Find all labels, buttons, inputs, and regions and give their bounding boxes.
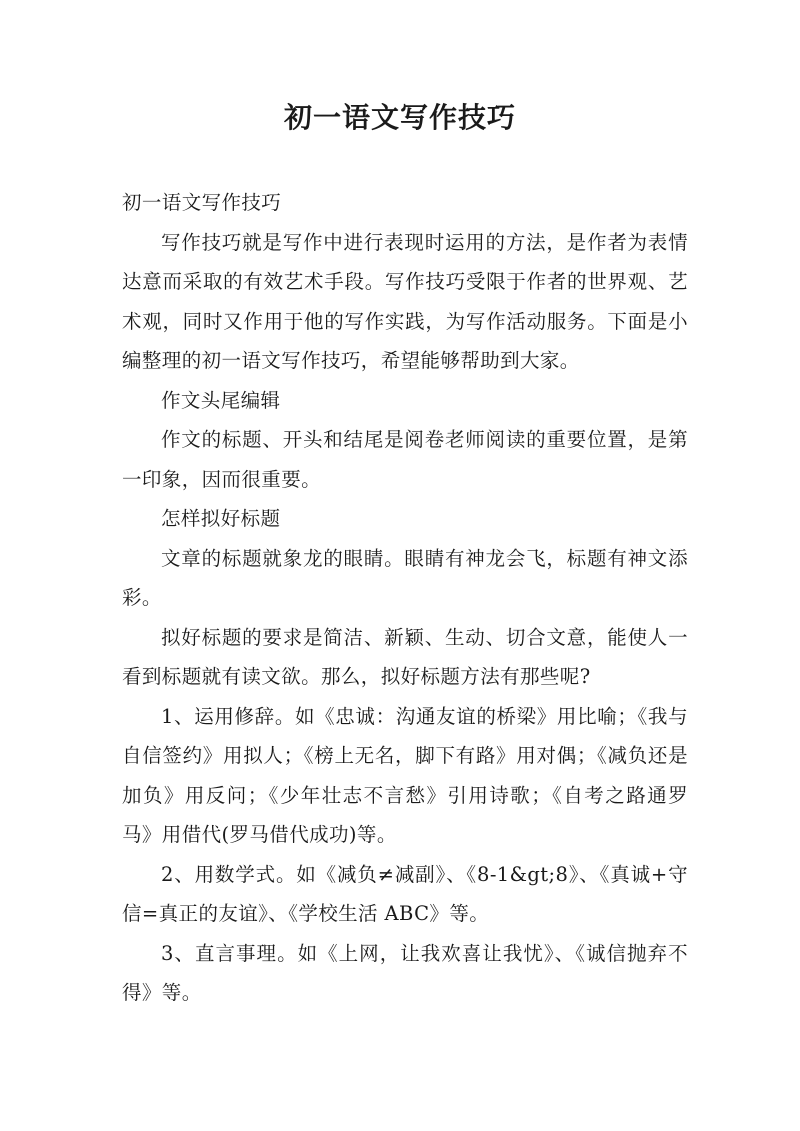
section-heading: 怎样拟好标题 bbox=[161, 507, 281, 530]
document-body bbox=[122, 183, 688, 1013]
list-item: 3、直言事理。如《上网，让我欢喜让我忧》、《诚信抛弃不得》等。 bbox=[122, 941, 688, 1004]
paragraph: 拟好标题的要求是简洁、新颖、生动、切合文意，能使人一看到标题就有读文欲。那么，拟好标题方法有那些呢? bbox=[122, 625, 688, 688]
paragraph: 写作技巧就是写作中进行表现时运用的方法，是作者为表情达意而采取的有效艺术手段。写作技巧受限于作者的世界观、艺术观，同时又作用于他的写作实践，为写作活动服务。下面是小编整理的初一语文写作技巧，希望能够帮助到大家。 bbox=[122, 230, 688, 372]
paragraph: 作文的标题、开头和结尾是阅卷老师阅读的重要位置，是第一印象，因而很重要。 bbox=[122, 428, 688, 491]
document-title: 初一语文写作技巧 bbox=[283, 101, 516, 134]
section-heading: 作文头尾编辑 bbox=[161, 388, 281, 412]
paragraph: 初一语文写作技巧 bbox=[122, 191, 282, 214]
list-item: 2、用数学式。如《减负≠减副》、《8-1&gt;8》、《真诚+守信=真正的友谊》、《学校生活 ABC》等。 bbox=[122, 862, 688, 925]
list-item: 1、运用修辞。如《忠诚：沟通友谊的桥梁》用比喻；《我与自信签约》用拟人；《榜上无名，脚下有路》用对偶；《减负还是加负》用反问；《少年壮志不言愁》引用诗歌；《自考之路通罗马》用借代(罗马借代成功)等。 bbox=[122, 704, 688, 846]
paragraph: 文章的标题就象龙的眼睛。眼睛有神龙会飞，标题有神文添彩。 bbox=[122, 546, 688, 609]
